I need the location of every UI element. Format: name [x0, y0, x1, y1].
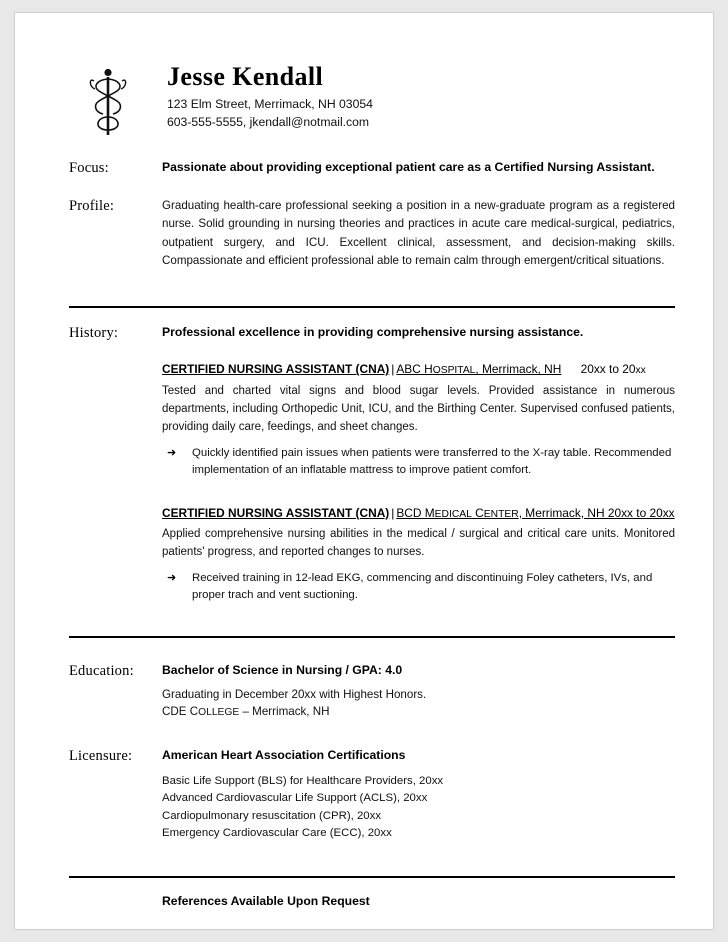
licensure-list [162, 773, 675, 842]
section-licensure [69, 747, 675, 842]
education-school: CDE COLLEGE – Merrimack, NH [162, 705, 330, 719]
focus-label: Focus: [69, 160, 109, 176]
list-item: Basic Life Support (BLS) for Healthcare Providers, 20xx [162, 775, 444, 788]
job-title-line [162, 361, 675, 378]
job-role: CERTIFIED NURSING ASSISTANT (CNA) [162, 362, 390, 377]
job-separator: | [391, 505, 395, 520]
job-bullet [162, 445, 675, 479]
history-headline: Professional excellence in providing comprehensive nursing assistance. [162, 325, 584, 340]
job-description: Applied comprehensive nursing abilities in the medical / surgical and critical care units. Monitored patients' progress, and reported changes to nurses. [162, 528, 675, 559]
divider-references [69, 876, 675, 878]
list-item: Emergency Cardiovascular Care (ECC), 20xx [162, 827, 392, 840]
section-references [69, 894, 675, 908]
job-employer: ABC HOSPITAL, Merrimack, NH [396, 362, 562, 377]
job-bullet-text: Received training in 12-lead EKG, commencing and discontinuing Foley catheters, IVs, and proper trach and vent suctioning. [192, 572, 653, 602]
job-dates: 20xx to 20xx [580, 362, 646, 377]
job-entry [162, 505, 675, 605]
list-item: Cardiopulmonary resuscitation (CPR), 20xx [162, 809, 382, 822]
list-item: Advanced Cardiovascular Life Support (ACLS), 20xx [162, 792, 428, 805]
job-separator: | [391, 362, 395, 377]
licensure-label: Licensure: [69, 748, 133, 765]
job-bullet-text: Quickly identified pain issues when patients were transferred to the X-ray table. Recommended implementation of an inflatable mattress to improve patient comfort. [192, 446, 672, 476]
section-history [69, 324, 675, 604]
profile-label: Profile: [69, 198, 115, 214]
education-label: Education: [69, 663, 134, 680]
education-detail: Graduating in December 20xx with Highest Honors. [162, 688, 427, 702]
job-role: CERTIFIED NURSING ASSISTANT (CNA) [162, 505, 390, 520]
divider-history [69, 306, 675, 308]
education-headline: Bachelor of Science in Nursing / GPA: 4.0 [162, 663, 403, 678]
page-title: Jesse Kendall [167, 62, 324, 91]
job-employer: BCD MEDICAL CENTER, Merrimack, NH 20xx to 20xx [396, 505, 675, 520]
job-title-line [162, 505, 675, 522]
arrow-icon: ➜ [167, 572, 177, 585]
section-education [69, 662, 675, 721]
contact-line: 603-555-5555, jkendall@notmail.com [167, 114, 370, 129]
identity-block [167, 63, 373, 132]
focus-headline: Passionate about providing exceptional patient care as a Certified Nursing Assistant. [162, 160, 655, 174]
resume-page [14, 12, 714, 930]
profile-text: Graduating health-care professional seeking a position in a new-graduate program as a registered nurse. Solid grounding in nursing theories and practices in acute care medical-surgical, pediatrics, outpatient surgery, and ICU. Excellent clinical, assessment, and decision-making skills. Compassionate and efficient professional able to remain calm through emergent/critical situations. [162, 199, 675, 267]
job-bullet [162, 570, 675, 604]
section-profile [69, 197, 675, 270]
resume-header [69, 51, 675, 137]
caduceus-icon [85, 67, 131, 137]
resume-content [69, 51, 675, 908]
section-focus [69, 159, 675, 177]
history-label: History: [69, 325, 119, 342]
divider-education [69, 636, 675, 638]
arrow-icon: ➜ [167, 446, 177, 459]
licensure-headline: American Heart Association Certifications [162, 748, 406, 763]
job-description: Tested and charted vital signs and blood sugar levels. Provided assistance in numerous departments, including Orthopedic Unit, ICU, and the Birthing Center. Supervised confused patients, providing daily care, feedings, and sheet changes. [162, 384, 675, 433]
job-entry [162, 361, 675, 478]
address-line: 123 Elm Street, Merrimack, NH 03054 [167, 97, 373, 112]
references-text: References Available Upon Request [162, 894, 370, 909]
